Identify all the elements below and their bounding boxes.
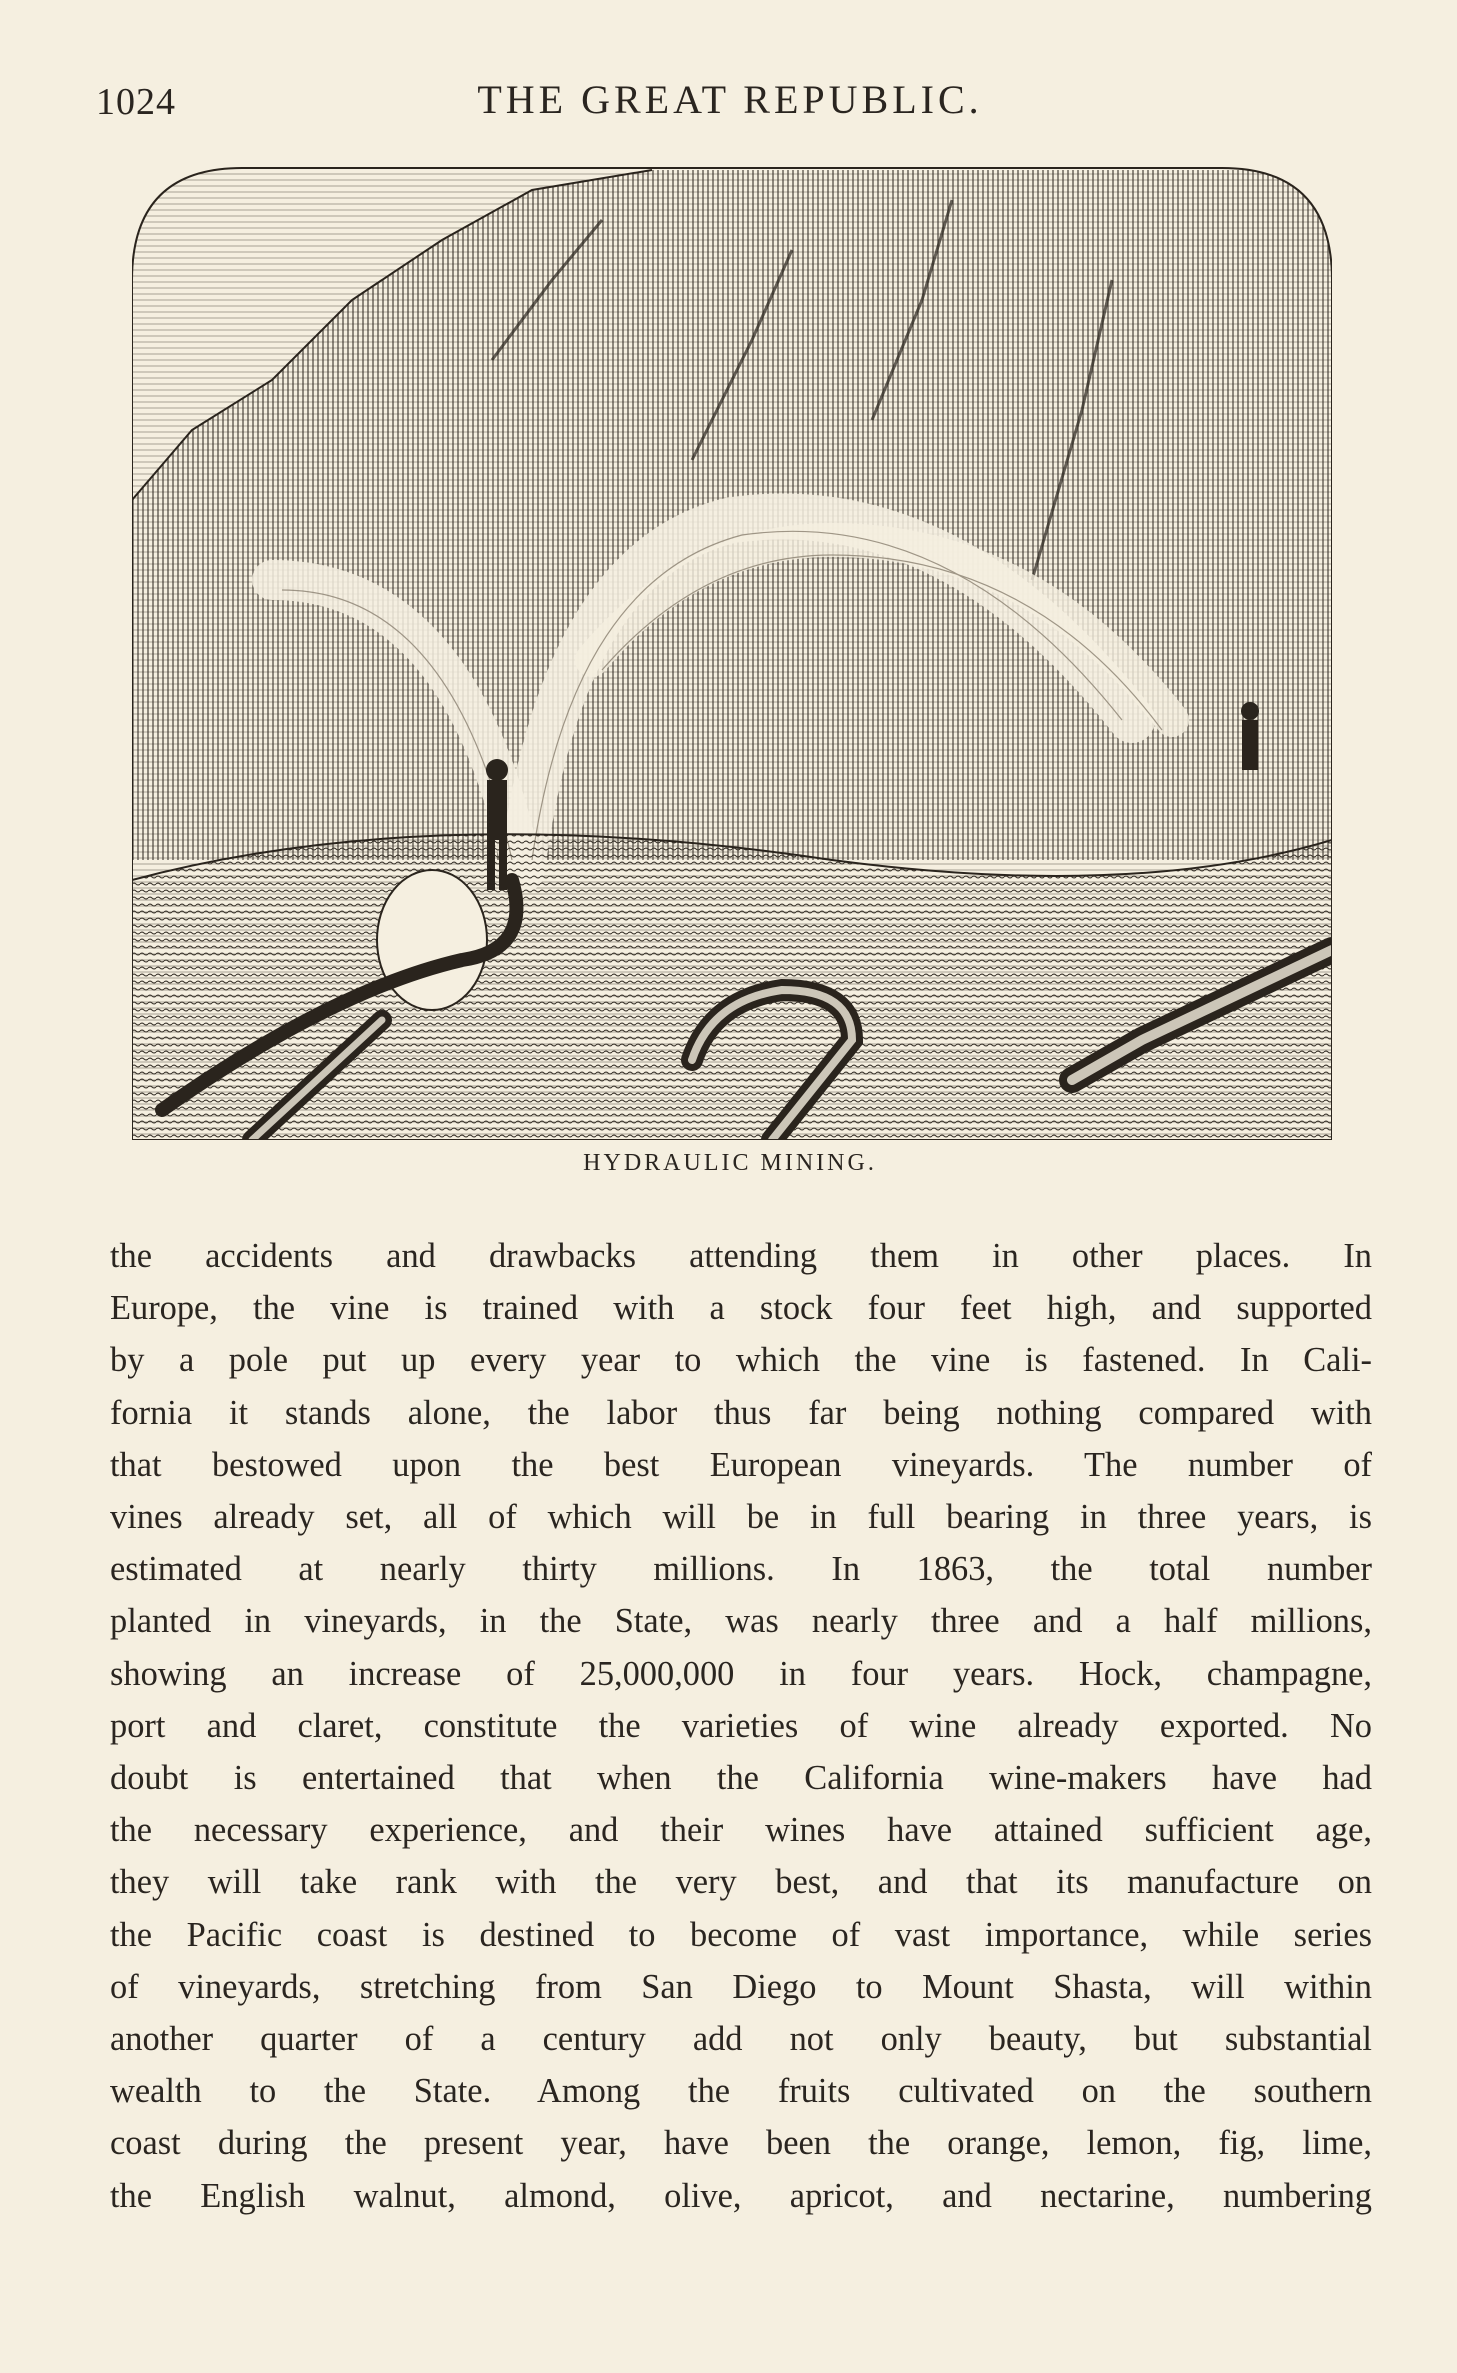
text-line: doubt is entertained that when the California wine-makers have had (110, 1759, 1372, 1798)
text-line: by a pole put up every year to which the vine is fastened. In Cali- (110, 1341, 1372, 1380)
text-line: the Pacific coast is destined to become of vast importance, while series (110, 1915, 1372, 1954)
text-line: they will take rank with the very best, and that its manufacture on (110, 1863, 1372, 1902)
text-line: of vineyards, stretching from San Diego to Mount Shasta, will within (110, 1967, 1372, 2006)
text-line: fornia it stands alone, the labor thus far being nothing compared with (110, 1393, 1372, 1432)
text-line: estimated at nearly thirty millions. In 1863, the total number (110, 1550, 1372, 1589)
body-text (110, 1230, 1372, 2222)
text-line: the accidents and drawbacks attending them in other places. In (110, 1237, 1372, 1275)
text-line: showing an increase of 25,000,000 in four years. Hock, champagne, (110, 1654, 1372, 1693)
text-line: wealth to the State. Among the fruits cultivated on the southern (110, 2072, 1372, 2111)
running-title: THE GREAT REPUBLIC. (477, 77, 983, 122)
text-line: the English walnut, almond, olive, apricot, and nectarine, numbering (110, 2176, 1372, 2215)
text-line: Europe, the vine is trained with a stock four feet high, and supported (110, 1289, 1372, 1328)
text-line: another quarter of a century add not only beauty, but substantial (110, 2020, 1372, 2059)
figure-caption: HYDRAULIC MINING. (583, 1150, 877, 1176)
text-line: the necessary experience, and their wines have attained sufficient age, (110, 1811, 1372, 1850)
page-number: 1024 (96, 81, 176, 123)
text-line: coast during the present year, have been the orange, lemon, fig, lime, (110, 2124, 1372, 2163)
text-line: that bestowed upon the best European vineyards. The number of (110, 1445, 1372, 1484)
hydraulic-mining-engraving (132, 160, 1332, 1140)
text-line: planted in vineyards, in the State, was nearly three and a half millions, (110, 1602, 1372, 1641)
text-line: vines already set, all of which will be in full bearing in three years, is (110, 1498, 1372, 1537)
text-line: port and claret, constitute the varieties of wine already exported. No (110, 1706, 1372, 1745)
